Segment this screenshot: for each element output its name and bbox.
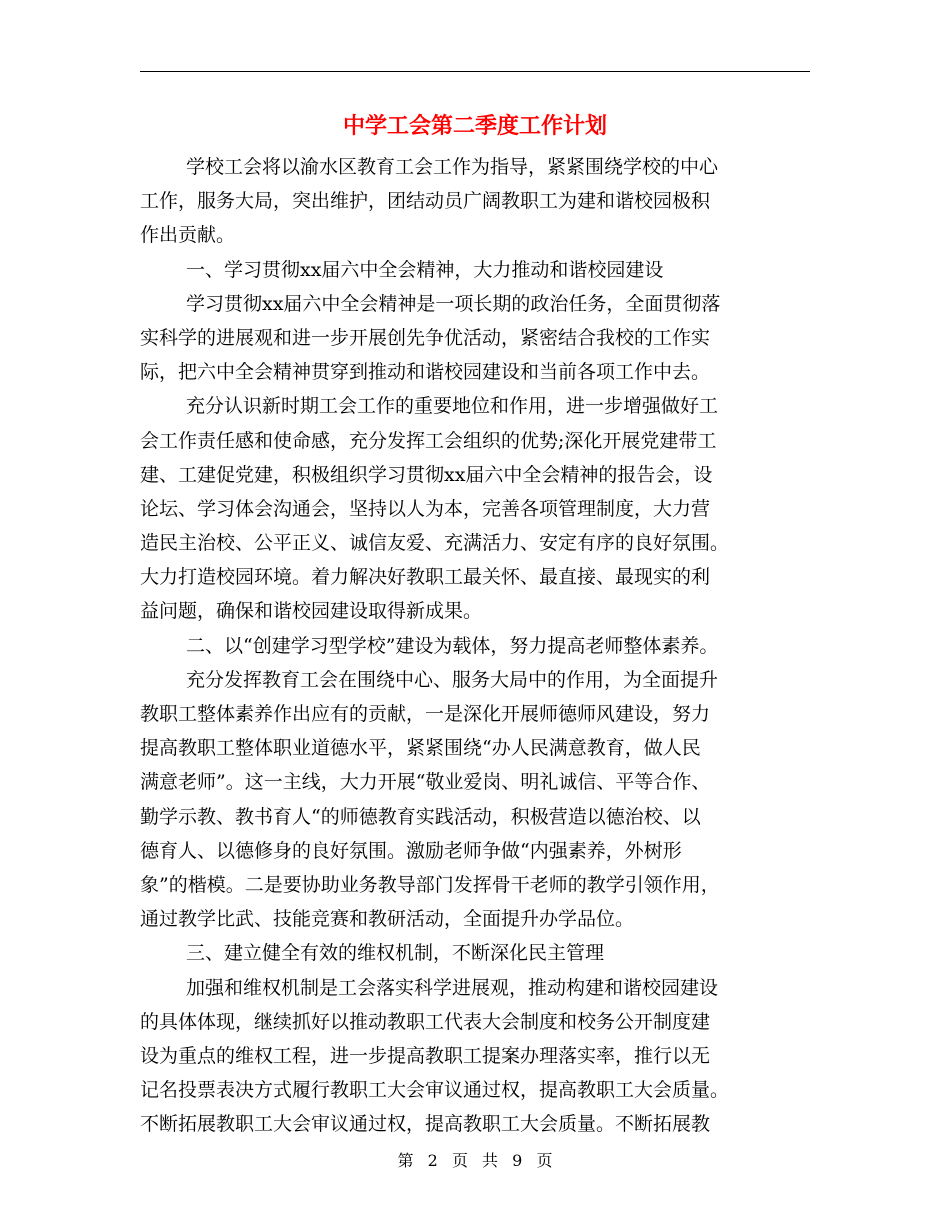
text-line: 大力打造校园环境。着力解决好教职工最关怀、最直接、最现实的利 <box>140 566 711 589</box>
page-footer <box>0 1149 950 1173</box>
text-line: 一、学习贯彻xx届六中全会精神，大力推动和谐校园建设 <box>186 258 664 281</box>
footer-di: 第 <box>397 1151 414 1170</box>
text-line: 三、建立健全有效的维权机制，不断深化民主管理 <box>186 942 605 965</box>
text-line: 通过教学比武、技能竞赛和教研活动，全面提升办学品位。 <box>140 908 635 931</box>
footer-current-page: 2 <box>427 1151 438 1170</box>
text-line: 建、工建促党建，积极组织学习贯彻xx届六中全会精神的报告会，设 <box>140 463 713 486</box>
text-line: 提高教职工整体职业道德水平，紧紧围绕“办人民满意教育，做人民 <box>140 737 701 760</box>
text-line: 实科学的进展观和进一步开展创先争优活动，紧密结合我校的工作实 <box>140 326 711 349</box>
text-line: 勤学示教、教书育人“的师德教育实践活动，积极营造以德治校、以 <box>140 805 701 828</box>
text-line: 造民主治校、公平正义、诚信友爱、充满活力、安定有序的良好氛围。 <box>140 532 730 555</box>
footer-ye-2: 页 <box>536 1151 553 1170</box>
footer-ye: 页 <box>451 1151 468 1170</box>
text-line: 加强和维权机制是工会落实科学进展观，推动构建和谐校园建设 <box>186 976 719 999</box>
footer-gong: 共 <box>482 1151 499 1170</box>
text-line: 工作，服务大局，突出维护，团结动员广阔教职工为建和谐校园极积 <box>140 190 711 213</box>
text-line: 益问题，确保和谐校园建设取得新成果。 <box>140 600 483 623</box>
text-line: 教职工整体素养作出应有的贡献，一是深化开展师德师风建设，努力 <box>140 703 711 725</box>
document-title: 中学工会第二季度工作计划 <box>342 113 607 139</box>
footer-total-pages: 9 <box>512 1151 523 1170</box>
text-line: 学习贯彻xx届六中全会精神是一项长期的政治任务，全面贯彻落 <box>186 292 721 315</box>
text-line: 际，把六中全会精神贯穿到推动和谐校园建设和当前各项工作中去。 <box>140 361 711 384</box>
text-line: 充分发挥教育工会在围绕中心、服务大局中的作用，为全面提升 <box>186 668 719 691</box>
header-rule <box>140 71 810 72</box>
text-line: 论坛、学习体会沟通会，坚持以人为本，完善各项管理制度，大力营 <box>140 497 711 520</box>
text-line: 会工作责任感和使命感，充分发挥工会组织的优势;深化开展党建带工 <box>140 429 717 452</box>
text-line: 二、以“创建学习型学校”建设为载体，努力提高老师整体素养。 <box>186 634 719 657</box>
text-line: 不断拓展教职工大会审议通过权，提高教职工大会质量。不断拓展教 <box>140 1113 711 1136</box>
text-line: 象”的楷模。二是要协助业务教导部门发挥骨干老师的教学引领作用， <box>140 873 720 896</box>
text-line: 作出贡献。 <box>140 224 236 247</box>
text-line: 德育人、以德修身的良好氛围。激励老师争做“内强素养，外树形 <box>140 839 682 862</box>
document-body <box>140 150 810 1141</box>
text-line: 学校工会将以渝水区教育工会工作为指导，紧紧围绕学校的中心 <box>186 156 719 178</box>
text-line: 充分认识新时期工会工作的重要地位和作用，进一步增强做好工 <box>186 395 719 418</box>
text-line: 设为重点的维权工程，进一步提高教职工提案办理落实率，推行以无 <box>140 1044 711 1067</box>
text-line: 满意老师”。这一主线，大力开展“敬业爱岗、明礼诚信、平等合作、 <box>140 771 711 794</box>
text-line: 的具体体现，继续抓好以推动教职工代表大会制度和校务公开制度建 <box>140 1010 711 1033</box>
text-line: 记名投票表决方式履行教职工大会审议通过权，提高教职工大会质量。 <box>140 1079 730 1102</box>
